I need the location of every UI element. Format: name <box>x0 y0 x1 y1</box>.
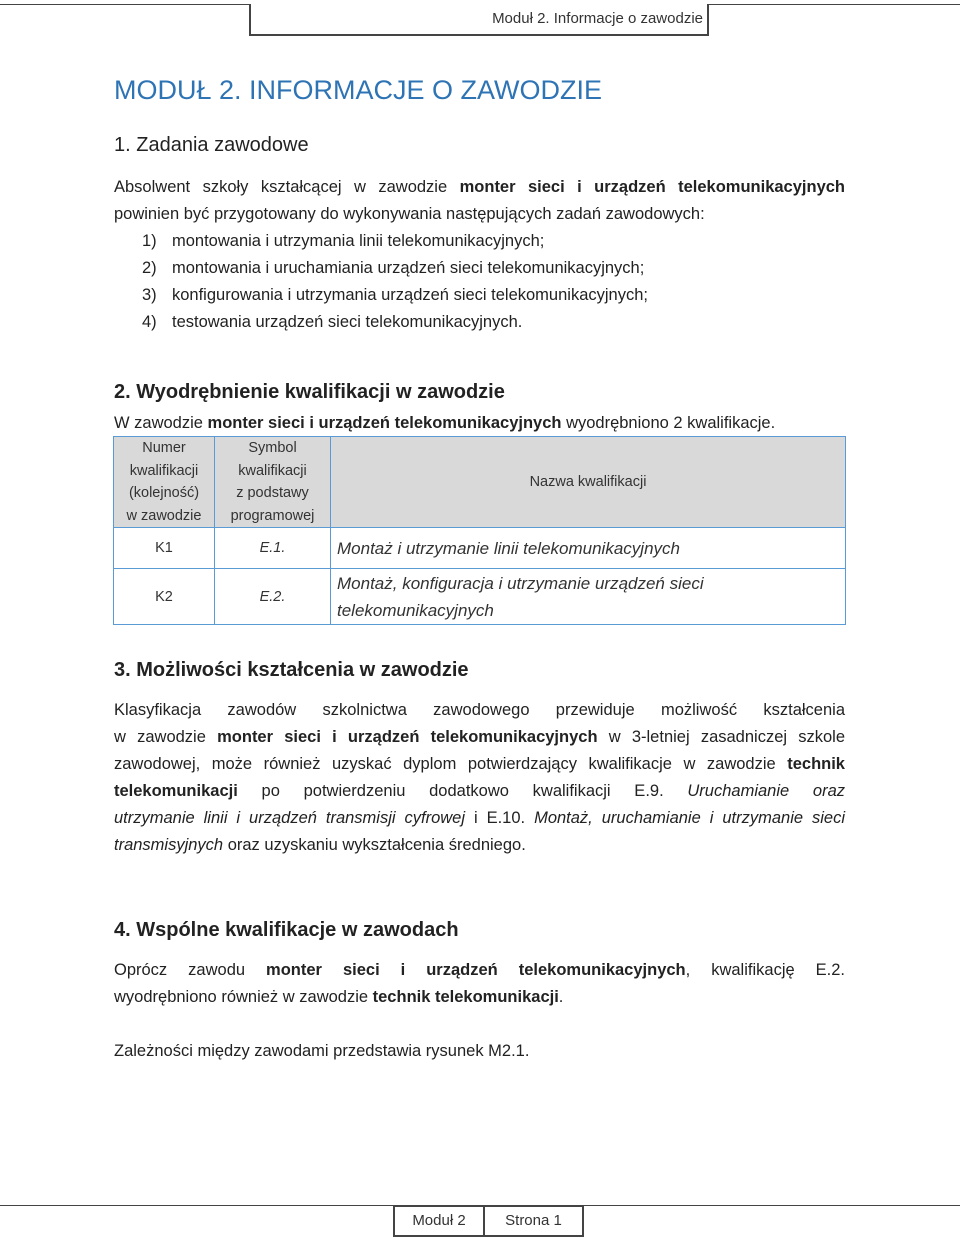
section-3-line-2: w zawodzie monter sieci i urządzeń telekomunikacyjnych w 3-letniej zasadniczej szkole <box>114 728 846 746</box>
header-symbol: Symbol kwalifikacji z podstawy programowej <box>215 437 331 528</box>
header-name: Nazwa kwalifikacji <box>331 437 846 528</box>
section-3-line-3: zawodowej, może również uzyskać dyplom potwierdzający kwalifikacje w zawodzie technik <box>114 755 845 773</box>
section-4-line-2: wyodrębniono również w zawodzie technik telekomunikacji. <box>114 988 564 1006</box>
qualification-name: Montaż, konfiguracja i utrzymanie urządzeń sieci telekomunikacyjnych <box>331 569 846 625</box>
section-3-line-6: transmisyjnych oraz uzyskaniu wykształcenia średniego. <box>114 836 526 854</box>
section-4-line-1: Oprócz zawodu monter sieci i urządzeń telekomunikacyjnych, kwalifikację E.2. <box>114 961 846 979</box>
section-3-line-4: telekomunikacji po potwierdzeniu dodatkowo kwalifikacji E.9. Uruchamianie oraz <box>114 782 846 800</box>
section-3-heading: 3. Możliwości kształcenia w zawodzie <box>114 659 469 681</box>
list-item: 1) montowania i utrzymania linii telekomunikacyjnych; <box>142 232 545 250</box>
list-item: 3) konfigurowania i utrzymania urządzeń sieci telekomunikacyjnych; <box>142 286 648 304</box>
section-1-intro-line-1: Absolwent szkoły kształcącej w zawodzie monter sieci i urządzeń telekomunikacyjnych <box>114 178 846 196</box>
qualification-number: K2 <box>114 569 215 625</box>
section-4-closing: Zależności między zawodami przedstawia rysunek M2.1. <box>114 1042 530 1060</box>
section-1-heading: 1. Zadania zawodowe <box>114 134 309 156</box>
section-2-lead: W zawodzie monter sieci i urządzeń telekomunikacyjnych wyodrębniono 2 kwalifikacje. <box>114 414 776 432</box>
footer-rule-right <box>584 1205 960 1206</box>
footer-rule-left <box>0 1205 393 1206</box>
qualification-name: Montaż i utrzymanie linii telekomunikacyjnych <box>331 528 846 569</box>
running-header-title: Moduł 2. Informacje o zawodzie <box>492 10 703 27</box>
running-header <box>249 4 709 36</box>
section-3-line-1: Klasyfikacja zawodów szkolnictwa zawodowego przewiduje możliwość kształcenia <box>114 701 845 719</box>
section-3-line-5: utrzymanie linii i urządzeń transmisji cyfrowej i E.10. Montaż, uruchamianie i utrzymanie sieci <box>114 809 845 827</box>
qualification-symbol: E.1. <box>215 528 331 569</box>
header-number: Numer kwalifikacji (kolejność) w zawodzie <box>114 437 215 528</box>
list-item: 4) testowania urządzeń sieci telekomunikacyjnych. <box>142 313 523 331</box>
table-header-row <box>114 437 846 528</box>
qualifications-table <box>113 436 846 625</box>
table-row <box>114 528 846 569</box>
header-rule-left <box>0 4 249 5</box>
table-row <box>114 569 846 625</box>
page-title: MODUŁ 2. INFORMACJE O ZAWODZIE <box>114 75 603 105</box>
qualification-symbol: E.2. <box>215 569 331 625</box>
footer-page-number: Strona 1 <box>483 1205 584 1237</box>
footer-module-label: Moduł 2 <box>393 1205 485 1237</box>
section-4-heading: 4. Wspólne kwalifikacje w zawodach <box>114 919 459 941</box>
header-rule-right <box>707 4 960 5</box>
list-item: 2) montowania i uruchamiania urządzeń sieci telekomunikacyjnych; <box>142 259 645 277</box>
section-1-intro-line-2: powinien być przygotowany do wykonywania następujących zadań zawodowych: <box>114 205 705 223</box>
task-list <box>142 228 648 336</box>
section-2-heading: 2. Wyodrębnienie kwalifikacji w zawodzie <box>114 381 505 403</box>
qualification-number: K1 <box>114 528 215 569</box>
